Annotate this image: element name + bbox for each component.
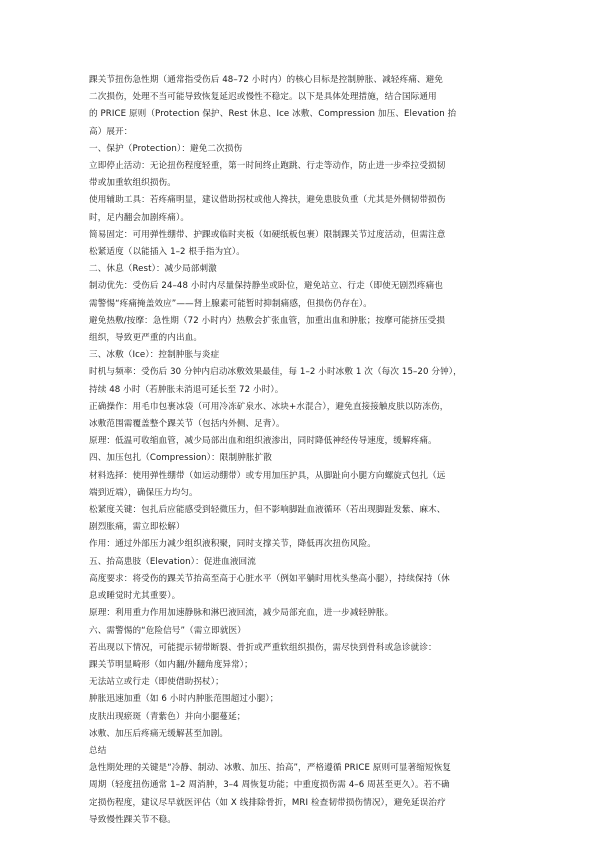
- section-heading-elevation: 五、抬高患肢（Elevation）：促进血液回流: [89, 556, 256, 567]
- section-heading-warning-signs: 六、需警惕的“危险信号”（需立即就医）: [89, 625, 246, 636]
- body-text-line: 持续 48 小时（若肿胀未消退可延长至 72 小时）。: [89, 384, 284, 395]
- warning-list-item: 无法站立或行走（即使借助拐杖）；: [89, 677, 224, 688]
- section-heading-summary: 总结: [89, 745, 107, 756]
- section-heading-protection: 一、保护（Protection）：避免二次损伤: [89, 143, 243, 154]
- body-text-line: 立即停止活动：无论扭伤程度轻重，第一时间终止跑跳、行走等动作，防止进一步牵拉受损韧: [89, 161, 446, 172]
- body-text-line: 需警惕“疼痛掩盖效应”——肾上腺素可能暂时抑制痛感，但损伤仍存在）。: [89, 298, 373, 309]
- body-text-line: 定损伤程度，建议尽早就医评估（如 X 线排除骨折，MRI 检查韧带损伤情况），避免延误治疗: [89, 797, 446, 808]
- body-text-line: 带或加重软组织损伤。: [89, 178, 176, 189]
- warning-list-item: 踝关节明显畸形（如内翻/外翻角度异常）；: [89, 659, 253, 670]
- section-heading-rest: 二、休息（Rest）：减少局部刺激: [89, 264, 217, 275]
- section-heading-compression: 四、加压包扎（Compression）：限制肿胀扩散: [89, 453, 272, 464]
- body-text-line: 正确操作：用毛巾包裹冰袋（可用冷冻矿泉水、冰块+水混合），避免直接接触皮肤以防冻伤，: [89, 401, 449, 412]
- body-text-line: 若出现以下情况，可能提示韧带断裂、骨折或严重软组织损伤，需尽快到骨科或急诊就诊：: [89, 642, 437, 653]
- warning-list-item: 冰敷、加压后疼痛无缓解甚至加剧。: [89, 728, 229, 739]
- body-text-line: 避免热敷/按摩：急性期（72 小时内）热敷会扩张血管，加重出血和肿胀；按摩可能挤压受损: [89, 315, 446, 326]
- body-text-line: 材料选择：使用弹性绷带（如运动绷带）或专用加压护具，从脚趾向小腿方向螺旋式包扎（远: [89, 470, 446, 481]
- body-text-line: 时，足内翻会加剧疼痛）。: [89, 212, 190, 223]
- body-text-line: 高）展开：: [89, 126, 133, 137]
- body-text-line: 使用辅助工具：若疼痛明显，建议借助拐杖或他人搀扶，避免患肢负重（尤其是外侧韧带损伤: [89, 195, 446, 206]
- body-text-line: 的 PRICE 原则（Protection 保护、Rest 休息、Ice 冰敷、Compression 加压、Elevation 抬: [89, 109, 457, 120]
- body-text-line: 冰敷范围需覆盖整个踝关节（包括内外侧、足背）。: [89, 419, 285, 430]
- warning-list-item: 皮肤出现瘀斑（青紫色）并向小腿蔓延；: [89, 711, 246, 722]
- body-text-line: 简易固定：可用弹性绷带、护踝或临时夹板（如硬纸板包裹）限制踝关节过度活动，但需注意: [89, 229, 446, 240]
- body-text-line: 息或睡觉时尤其重要）。: [89, 591, 181, 602]
- body-text-line: 踝关节扭伤急性期（通常指受伤后 48–72 小时内）的核心目标是控制肿胀、减轻疼痛、避免: [89, 75, 444, 85]
- body-text-line: 组织，导致更严重的内出血。: [89, 333, 203, 344]
- body-text-line: 松紧适度（以能插入 1–2 根手指为宜）。: [89, 247, 245, 258]
- body-text-line: 二次损伤，处理不当可能导致恢复延迟或慢性不稳定。以下是具体处理措施，结合国际通用: [89, 92, 437, 103]
- body-text-line: 周期（轻度扭伤通常 1–2 周消肿，3–4 周恢复功能；中重度损伤需 4–6 周甚至更久）。若不确: [89, 780, 450, 791]
- body-text-line: 急性期处理的关键是“冷静、制动、冰敷、加压、抬高”，严格遵循 PRICE 原则可显著缩短恢复: [89, 763, 452, 774]
- section-heading-ice: 三、冰敷（Ice）：控制肿胀与炎症: [89, 350, 220, 361]
- body-text-line: 制动优先：受伤后 24–48 小时内尽量保持静坐或卧位，避免站立、行走（即使无剧烈疼痛也: [89, 281, 444, 292]
- body-text-line: 端到近端），确保压力均匀。: [89, 487, 198, 498]
- body-text-line: 时机与频率：受伤后 30 分钟内启动冰敷效果最佳，每 1–2 小时冰敷 1 次（每次 15–20 分钟），: [89, 367, 462, 378]
- body-text-line: 高度要求：将受伤的踝关节抬高至高于心脏水平（例如平躺时用枕头垫高小腿），持续保持（休: [89, 573, 450, 584]
- body-text-line: 作用：通过外部压力减少组织液积聚，同时支撑关节，降低再次扭伤风险。: [89, 539, 376, 550]
- body-text-line: 导致慢性踝关节不稳。: [89, 814, 176, 825]
- body-text-line: 剧烈胀痛，需立即松解）: [89, 522, 185, 533]
- body-text-line: 原理：低温可收缩血管，减少局部出血和组织液渗出，同时降低神经传导速度，缓解疼痛。: [89, 436, 437, 447]
- body-text-line: 松紧度关键：包扎后应能感受到轻微压力，但不影响脚趾血液循环（若出现脚趾发紫、麻木、: [89, 505, 446, 516]
- warning-list-item: 肿胀迅速加重（如 6 小时内肿胀范围超过小腿）；: [89, 694, 279, 705]
- body-text-line: 原理：利用重力作用加速静脉和淋巴液回流，减少局部充血，进一步减轻肿胀。: [89, 608, 394, 619]
